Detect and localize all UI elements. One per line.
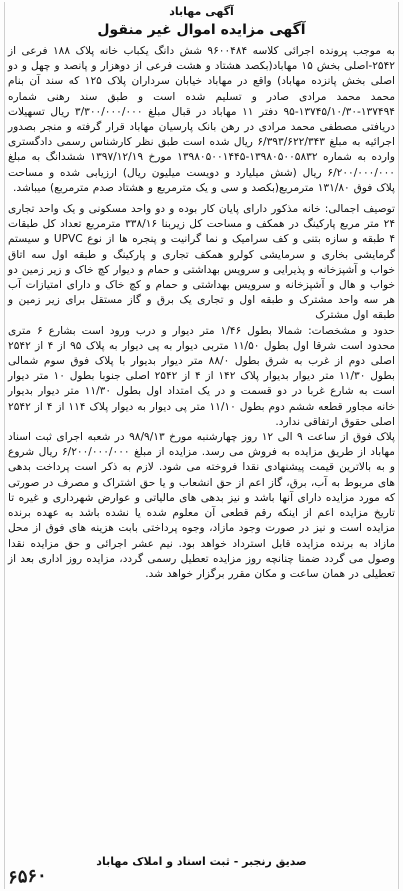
notice-subtitle: آگهی مزایده اموال غیر منقول	[97, 22, 306, 38]
paragraph-case-details: به موجب پرونده اجرائی کلاسه ۹۶۰۰۴۸۴ شش دانگ یکباب خانه پلاک ۱۸۸ فرعی از ۲۵۴۲-اصلی بخش ۱۵ مهاباد(بکصد هشتاد و هشت فرعی از دوهزار و پانصد و چهل و دو اصلی بخش پانزده مهاباد) واقع در مهاباد خیابان سرداران پلاک ۱۲۵ که سند آن بنام محمد محمد مرادی صادر و تسلیم شده است و طبق سند رهنی شماره ۱۳۷۴۹۴-۱۳۷۴۵/۱۰/۳۰-۹۵ دفتر ۱۱ مهاباد در قبال مبلغ ۳/۳۰۰/۰۰۰/۰۰۰ ریال تسهیلات دریافتی مصطفی محمد مرادی در رهن بانک پارسیان مهاباد قرار گرفته و منجر بصدور اجرائیه به مبلغ ۶/۳۹۳/۶۲۲/۳۴۳ ریال شده است طبق نظر کارشناس رسمی دادگستری وارده به شماره ۱۳۹۸۰۵۰۰۵۸۳۲-۱۳۹۸۰۵۰۰۱۴۴۵ مورخ ۱۳۹۷/۱۲/۱۹ ششدانگ به مبلغ ۶/۲۰۰/۰۰۰/۰۰۰ ریال (شش میلیارد و دویست میلیون ریال) ارزیابی شده و مساحت پلاک فوق ۱۳۱/۸۰ مترمربع(بکصد و سی و یک مترمربع و هشتاد صدم مترمربع) میباشد.	[8, 45, 396, 194]
paragraph-auction-terms: پلاک فوق از ساعت ۹ الی ۱۲ روز چهارشنبه مورخ ۹۸/۹/۱۳ در شعبه اجرای ثبت اسناد مهاباد از طریق مزایده به فروش می رسد. مزایده از مبلغ ۶/۲۰۰/۰۰۰/۰۰۰ ریال شروع و به بالاترین قیمت پیشنهادی نقدا فروخته می شود. لازم به ذکر است پرداخت بدهی های مربوط به آب، برق، گاز اعم از حق انشعاب و یا حق اشتراک و مصرف در صورتی که مورد مزایده دارای آنها باشد و نیز بدهی های مالیاتی و عوارض شهرداری و غیره تا تاریخ مزایده اعم از اینکه رقم قطعی آن معلوم شده یا نشده باشد به عهده برنده مزایده است و نیز در صورت وجود مازاد، وجوه پرداختی بابت هزینه های فوق از محل مازاد به برنده مزایده قابل استرداد خواهد بود. نیم عشر اجرائی و حق مزایده نقدا وصول می گردد ضمنا چنانچه روز مزایده تعطیل رسمی گردد، مزایده روز اداری بعد از تعطیلی در همان ساعت و مکان مقرر برگزار خواهد شد.	[8, 431, 395, 580]
paragraph-property-description: توصیف اجمالی: خانه مذکور دارای پایان کار بوده و دو واحد مسکونی و یک واحد تجاری ۲۴ متر مربع پارکینگ در همکف و مساحت کل زیربنا ۳۳۸/۱۶ مترمربع تعداد کل طبقات ۴ طبقه و سازه بتنی و کف سرامیک و نما گرانیت و پنجره ها از نوع UPVC و سیستم گرمایشی بخاری و سرمایشی کولرو همکف تجاری و پارکینگ و طبقه اول سه اتاق خواب و آشپزخانه و پذیرایی و سرویس بهداشتی و حمام و دیوار کچ خاک و زیر زمین دو خواب و هال و آشپزخانه و سرویس بهداشتی و حمام و کچ خاک و دارای امتیازات آب هر سه واحد مشترک و طبقه اول و تجاری یک برق و گاز مستقل برای زیر زمین و طبقه اول مشترک	[8, 203, 396, 322]
signature-line: صدیق رنجبر - ثبت اسناد و املاک مهاباد	[96, 855, 307, 868]
handwritten-code: ۶۵۶۰	[7, 864, 48, 889]
notice-body	[8, 44, 395, 582]
paragraph-boundaries: حدود و مشخصات: شمالا بطول ۱/۴۶ متر دیوار و درب ورود است بشارع ۶ متری محدود است شرقا اول بطول ۱۱/۵۰ متربی دیوار به پی دیوار به پلاک ۹۵ از ۴ از ۲۵۴۲ اصلی دوم از غرب به شرق بطول ۸۸/۰ متر دیوار بدیوار با پلاک فوق سوم شمالی بطول ۱۱/۳۰ متر دیوار بدیوار پلاک ۱۴۲ از ۴ از ۲۵۴۲ اصلی جنوبا بطول ۱۰ متر دیوار است به شارع غربا در دو قسمت و در یک امتداد اول بطول ۱۱/۳۰ متر دیوار بدیوار خانه مجاور قطعه ششم دوم بطول ۱۱/۱۰ متر پی دیوار به دیوار پلاک ۱۱۴ از ۴ از ۲۵۴۲ اصلی حقوق ارتفاقی ندارد.	[8, 324, 396, 428]
notice-title: آگهی مهاباد	[169, 5, 234, 18]
